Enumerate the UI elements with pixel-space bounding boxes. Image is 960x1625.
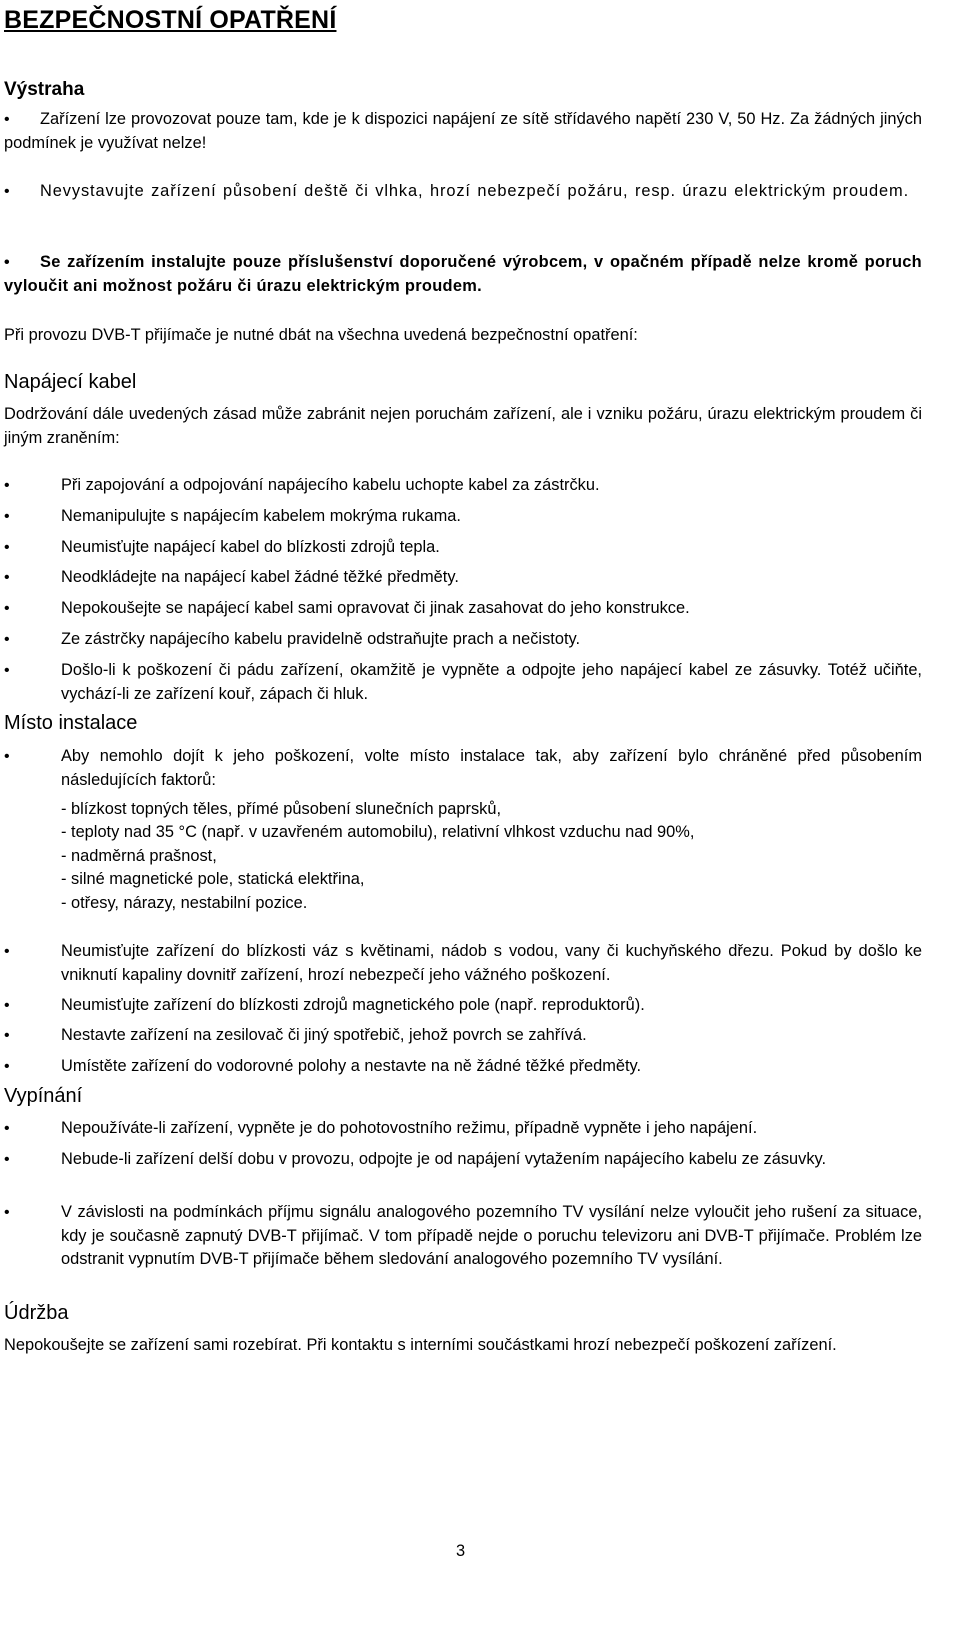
location-factor-2: - teploty nad 35 °C (např. v uzavřeném automobilu), relativní vlhkost vzduchu nad 90%, <box>61 823 695 841</box>
bullet-icon: • <box>4 1027 10 1044</box>
power-cable-item-2: • Nemanipulujte s napájecím kabelem mokrýma rukama. <box>4 505 922 529</box>
bullet-icon: • <box>4 508 10 525</box>
bullet-icon: • <box>4 997 10 1014</box>
bullet-icon: • <box>4 569 10 586</box>
bullet-icon: • <box>4 477 10 494</box>
bullet-icon: • <box>4 1120 10 1137</box>
bullet-icon: • <box>4 111 10 128</box>
warning-item-1 <box>4 108 922 155</box>
bullet-icon: • <box>4 600 10 617</box>
warning-item-text: Nevystavujte zařízení působení deště či vlhka, hrozí nebezpečí požáru, resp. úrazu elektrickým proudem. <box>40 182 910 200</box>
page-number: 3 <box>456 1542 466 1560</box>
bullet-icon: • <box>4 539 10 556</box>
power-cable-heading: Napájecí kabel <box>4 371 137 393</box>
location-item-5: • Umístěte zařízení do vodorovné polohy a nestavte na ně žádné těžké předměty. <box>4 1055 922 1079</box>
warning-item-2 <box>4 180 922 204</box>
location-item-1: • Aby nemohlo dojít k jeho poškození, volte místo instalace tak, aby zařízení bylo chráněné před působením následujících faktorů: <box>4 747 922 789</box>
power-cable-item-6: • Ze zástrčky napájecího kabelu pravidelně odstraňujte prach a nečistoty. <box>4 628 922 652</box>
warning-item-text: Se zařízením instalujte pouze příslušenství doporučené výrobcem, v opačném případě nelze kromě poruch vyloučit ani možnost požáru či úrazu elektrickým proudem. <box>4 253 922 295</box>
bullet-icon: • <box>4 183 11 200</box>
maintenance-paragraph: Nepokoušejte se zařízení sami rozebírat. Při kontaktu s interními součástkami hrozí nebezpečí poškození zařízení. <box>4 1336 837 1354</box>
power-cable-item-5: • Nepokoušejte se napájecí kabel sami opravovat či jinak zasahovat do jeho konstrukce. <box>4 597 922 621</box>
bullet-icon: • <box>4 1058 10 1075</box>
power-off-item-1: • Nepoužíváte-li zařízení, vypněte je do pohotovostního režimu, případně vypněte i jeho napájení. <box>4 1117 922 1141</box>
location-item-2: • Neumisťujte zařízení do blízkosti váz s květinami, nádob s vodou, vany či kuchyňského dřezu. Pokud by došlo ke vniknutí kapaliny dovnitř zařízení, hrozí nebezpečí jeho vážného poškození. <box>4 942 922 984</box>
page-title: BEZPEČNOSTNÍ OPATŘENÍ <box>4 6 337 34</box>
location-factor-5: - otřesy, nárazy, nestabilní pozice. <box>61 894 308 912</box>
intro-paragraph: Při provozu DVB-T přijímače je nutné dbát na všechna uvedená bezpečnostní opatření: <box>4 326 638 344</box>
power-off-heading: Vypínání <box>4 1085 83 1107</box>
bullet-icon: • <box>4 662 10 679</box>
power-off-item-3: • V závislosti na podmínkách příjmu signálu analogového pozemního TV vysílání nelze vyloučit jeho rušení za situace, kdy je současně zapnutý DVB-T přijímač. V tom případě nejde o poruchu televizoru ani DVB-T přijímače. Problém lze odstranit vypnutím DVB-T přijímače během sledování analogového pozemního TV vysílání. <box>4 1203 922 1268</box>
location-factor-1: - blízkost topných těles, přímé působení slunečních paprsků, <box>61 800 502 818</box>
bullet-icon: • <box>4 943 10 960</box>
location-factor-3: - nadměrná prašnost, <box>61 847 217 865</box>
bullet-icon: • <box>4 1204 10 1221</box>
power-cable-item-3: • Neumisťujte napájecí kabel do blízkosti zdrojů tepla. <box>4 536 922 560</box>
power-off-item-2: • Nebude-li zařízení delší dobu v provozu, odpojte je od napájení vytažením napájecího kabelu ze zásuvky. <box>4 1148 922 1172</box>
power-cable-item-4: • Neodkládejte na napájecí kabel žádné těžké předměty. <box>4 566 922 590</box>
maintenance-heading: Údržba <box>4 1302 69 1324</box>
power-cable-item-7: • Došlo-li k poškození či pádu zařízení, okamžitě je vypněte a odpojte jeho napájecí kabel ze zásuvky. Totéž učiňte, vychází-li ze zařízení kouř, zápach či hluk. <box>4 661 922 703</box>
location-factor-4: - silné magnetické pole, statická elektřina, <box>61 870 365 888</box>
power-cable-item-1: • Při zapojování a odpojování napájecího kabelu uchopte kabel za zástrčku. <box>4 474 922 498</box>
warning-item-text: Zařízení lze provozovat pouze tam, kde je k dispozici napájení ze sítě střídavého napětí 230 V, 50 Hz. Za žádných jiných podmínek je využívat nelze! <box>4 110 922 152</box>
bullet-icon: • <box>4 748 10 765</box>
location-item-4: • Nestavte zařízení na zesilovač či jiný spotřebič, jehož povrch se zahřívá. <box>4 1024 922 1048</box>
location-item-3: • Neumisťujte zařízení do blízkosti zdrojů magnetického pole (např. reproduktorů). <box>4 994 922 1018</box>
location-heading: Místo instalace <box>4 712 138 734</box>
warning-heading: Výstraha <box>4 79 85 100</box>
warning-item-3 <box>4 251 922 298</box>
power-cable-paragraph: Dodržování dále uvedených zásad může zabránit nejen poruchám zařízení, ale i vzniku požáru, úrazu elektrickým proudem či jiným zraněním: <box>4 405 922 447</box>
bullet-icon: • <box>4 254 10 271</box>
bullet-icon: • <box>4 1151 10 1168</box>
bullet-icon: • <box>4 631 10 648</box>
